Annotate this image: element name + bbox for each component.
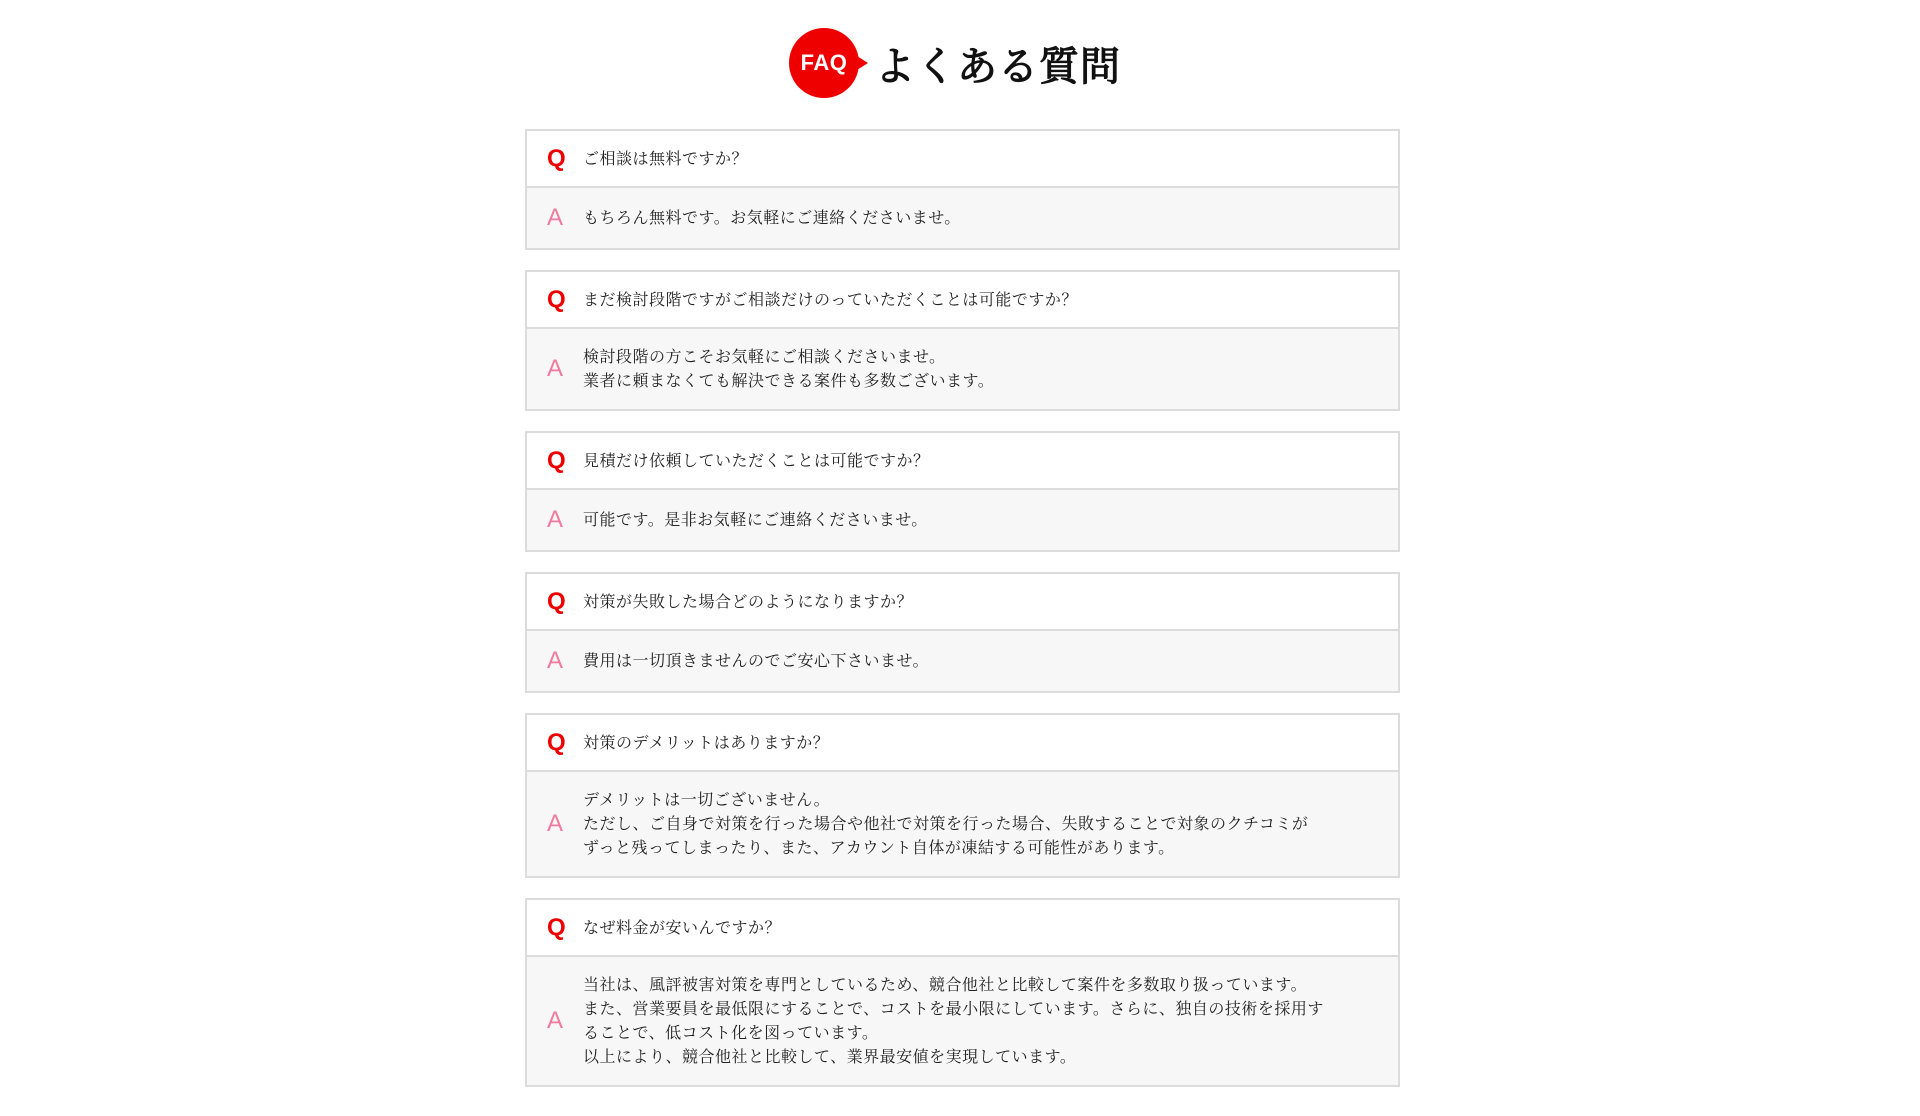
answer-line: 以上により、競合他社と比較して、業界最安値を実現しています。 xyxy=(583,1047,1077,1066)
answer-line: ずっと残ってしまったり、また、アカウント自体が凍結する可能性があります。 xyxy=(583,838,1175,857)
heading-group xyxy=(789,28,1121,98)
question-text: 見積だけ依頼していただくことは可能ですか？ xyxy=(583,450,930,470)
question-text: 対策のデメリットはありますか？ xyxy=(583,732,830,752)
question-marker-icon: Q xyxy=(547,728,566,756)
faq-item xyxy=(525,431,1400,552)
answer-line: 可能です。是非お気軽にご連絡くださいませ。 xyxy=(583,510,928,529)
faq-answer xyxy=(527,772,1398,876)
answer-text xyxy=(583,508,928,532)
faq-item xyxy=(525,129,1400,250)
faq-question xyxy=(527,272,1398,329)
faq-list xyxy=(525,129,1400,1107)
answer-line: ることで、低コスト化を図っています。 xyxy=(583,1023,879,1042)
faq-question xyxy=(527,131,1398,188)
question-text: 対策が失敗した場合どのようになりますか？ xyxy=(583,591,914,611)
faq-badge-label: FAQ xyxy=(800,50,848,75)
faq-speech-bubble-icon xyxy=(789,28,859,98)
page-heading xyxy=(0,28,1920,98)
question-text: なぜ料金が安いんですか？ xyxy=(583,917,782,937)
faq-item xyxy=(525,572,1400,693)
answer-text xyxy=(583,788,1308,860)
answer-line: ただし、ご自身で対策を行った場合や他社で対策を行った場合、失敗することで対象のクチコミが xyxy=(583,814,1309,833)
question-marker-icon: Q xyxy=(547,285,566,313)
question-marker-icon: Q xyxy=(547,587,566,615)
faq-answer xyxy=(527,490,1398,550)
answer-line: 検討段階の方こそお気軽にご相談くださいませ。 xyxy=(583,347,946,366)
faq-answer xyxy=(527,329,1398,409)
question-marker-icon: Q xyxy=(547,144,566,172)
answer-line: 当社は、風評被害対策を専門としているため、競合他社と比較して案件を多数取り扱っています。 xyxy=(583,975,1308,994)
page-title: よくある質問 xyxy=(875,43,1121,90)
answer-marker-icon: A xyxy=(547,1007,564,1034)
faq-question xyxy=(527,715,1398,772)
faq-item xyxy=(525,898,1400,1087)
answer-line: 業者に頼まなくても解決できる案件も多数ございます。 xyxy=(583,371,995,390)
answer-line: もちろん無料です。お気軽にご連絡くださいませ。 xyxy=(583,208,961,227)
faq-answer xyxy=(527,957,1398,1085)
answer-line: 費用は一切頂きませんのでご安心下さいませ。 xyxy=(583,651,930,670)
answer-line: また、営業要員を最低限にすることで、コストを最小限にしています。さらに、独自の技術を採用す xyxy=(583,999,1324,1018)
answer-line: デメリットは一切ございません。 xyxy=(583,790,831,809)
question-text: まだ検討段階ですがご相談だけのっていただくことは可能ですか？ xyxy=(583,289,1078,309)
answer-marker-icon: A xyxy=(547,204,564,231)
answer-text xyxy=(583,973,1324,1069)
faq-answer xyxy=(527,631,1398,691)
answer-marker-icon: A xyxy=(547,810,564,837)
faq-question xyxy=(527,574,1398,631)
question-marker-icon: Q xyxy=(547,446,566,474)
answer-text xyxy=(583,206,961,230)
faq-question xyxy=(527,433,1398,490)
faq-question xyxy=(527,900,1398,957)
answer-text xyxy=(583,649,929,673)
answer-marker-icon: A xyxy=(547,506,564,533)
answer-marker-icon: A xyxy=(547,647,564,674)
answer-marker-icon: A xyxy=(547,355,564,382)
faq-item xyxy=(525,270,1400,411)
faq-item xyxy=(525,713,1400,878)
question-marker-icon: Q xyxy=(547,913,566,941)
faq-answer xyxy=(527,188,1398,248)
question-text: ご相談は無料ですか？ xyxy=(583,148,749,168)
answer-text xyxy=(583,345,994,393)
